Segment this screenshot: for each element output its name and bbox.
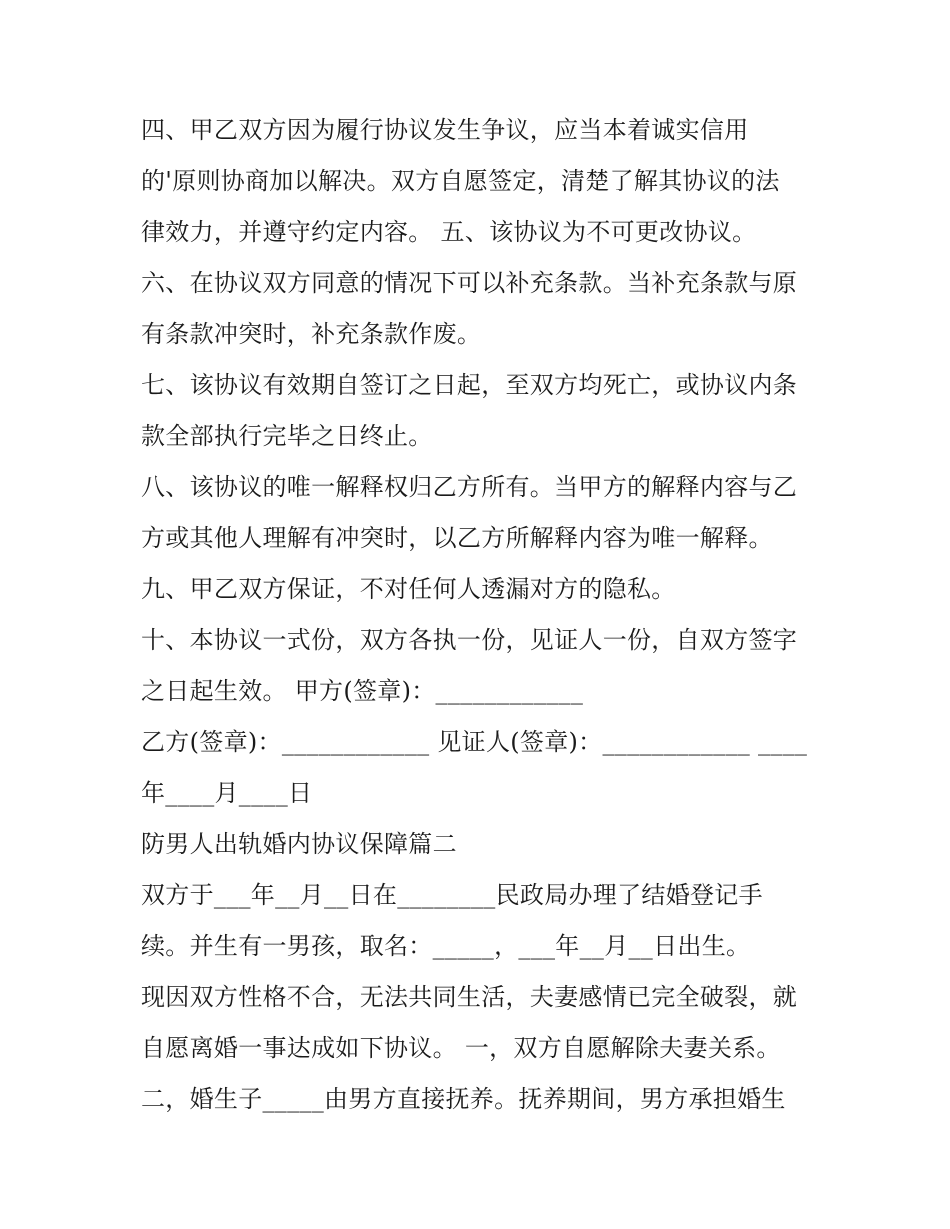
text-line: 七、该协议有效期自签订之日起，至双方均死亡，或协议内条 [141, 371, 798, 399]
date-line: 年____月____日 [141, 779, 313, 807]
text-line: 现因双方性格不合，无法共同生活，夫妻感情已完全破裂，就 [141, 983, 798, 1011]
text-line: 十、本协议一式份，双方各执一份，见证人一份，自双方签字 [141, 626, 798, 654]
text-line: 二，婚生子_____由男方直接抚养。抚养期间，男方承担婚生 [141, 1085, 786, 1113]
signature-line-party-a: 之日起生效。 甲方(签章)：____________ [141, 677, 584, 705]
text-line: 有条款冲突时，补充条款作废。 [141, 320, 482, 348]
text-line: 的'原则协商加以解决。双方自愿签定，清楚了解其协议的法 [141, 167, 780, 195]
text-line: 双方于___年__月__日在________民政局办理了结婚登记手 [141, 881, 763, 909]
section-heading: 防男人出轨婚内协议保障篇二 [141, 830, 457, 858]
text-line: 方或其他人理解有冲突时，以乙方所解释内容为唯一解释。 [141, 524, 773, 552]
text-line: 续。并生有一男孩，取名：_____，___年__月__日出生。 [141, 932, 751, 960]
signature-line-party-b-witness: 乙方(签章)：____________ 见证人(签章)：____________ ____ [141, 728, 808, 756]
text-line: 四、甲乙双方因为履行协议发生争议，应当本着诚实信用 [141, 116, 749, 144]
text-line: 六、在协议双方同意的情况下可以补充条款。当补充条款与原 [141, 269, 798, 297]
text-line: 八、该协议的唯一解释权归乙方所有。当甲方的解释内容与乙 [141, 473, 798, 501]
document-body [141, 110, 831, 1130]
text-line: 自愿离婚一事达成如下协议。 一，双方自愿解除夫妻关系。 [141, 1034, 781, 1062]
text-line: 九、甲乙双方保证，不对任何人透漏对方的隐私。 [141, 575, 676, 603]
text-line: 款全部执行完毕之日终止。 [141, 422, 433, 450]
text-line: 律效力，并遵守约定内容。 五、该协议为不可更改协议。 [141, 218, 757, 246]
